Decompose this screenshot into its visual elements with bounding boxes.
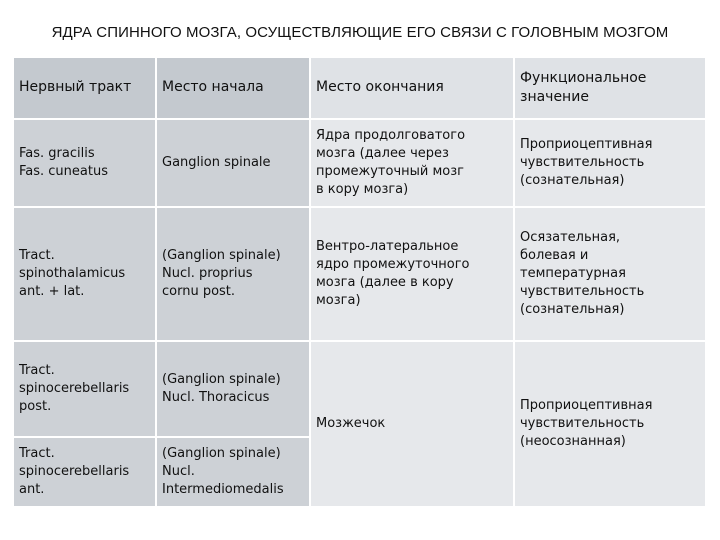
table-row (14, 342, 707, 438)
slide-title: ЯДРА СПИННОГО МОЗГА, ОСУЩЕСТВЛЯЮЩИЕ ЕГО СВЯЗИ С ГОЛОВНЫМ МОЗГОМ (51, 24, 669, 41)
table-row (14, 208, 707, 342)
table-row (14, 120, 707, 208)
cell-function: Осязательная, болевая и температурная чувствительность (сознательная) (515, 208, 707, 342)
header-origin: Место начала (157, 58, 311, 120)
table-header-row (14, 58, 707, 120)
cell-origin: (Ganglion spinale) Nucl. Intermediomedalis (157, 438, 311, 508)
cell-end: Ядра продолговатого мозга (далее через промежуточный мозг в кору мозга) (311, 120, 515, 208)
cell-function: Проприоцептивная чувствительность (сознательная) (515, 120, 707, 208)
cell-origin: (Ganglion spinale) Nucl. Thoracicus (157, 342, 311, 438)
cell-end-merged: Мозжечок (311, 342, 515, 508)
cell-origin: Ganglion spinale (157, 120, 311, 208)
header-tract: Нервный тракт (14, 58, 157, 120)
cell-tract: Fas. gracilis Fas. cuneatus (14, 120, 157, 208)
header-function: Функциональное значение (515, 58, 707, 120)
header-end: Место окончания (311, 58, 515, 120)
cell-tract: Tract. spinocerebellaris post. (14, 342, 157, 438)
cell-origin: (Ganglion spinale) Nucl. proprius cornu post. (157, 208, 311, 342)
cell-function-merged: Проприоцептивная чувствительность (неосознанная) (515, 342, 707, 508)
cell-end: Вентро-латеральное ядро промежуточного мозга (далее в кору мозга) (311, 208, 515, 342)
cell-tract: Tract. spinothalamicus ant. + lat. (14, 208, 157, 342)
cell-tract: Tract. spinocerebellaris ant. (14, 438, 157, 508)
tracts-table (14, 58, 707, 508)
